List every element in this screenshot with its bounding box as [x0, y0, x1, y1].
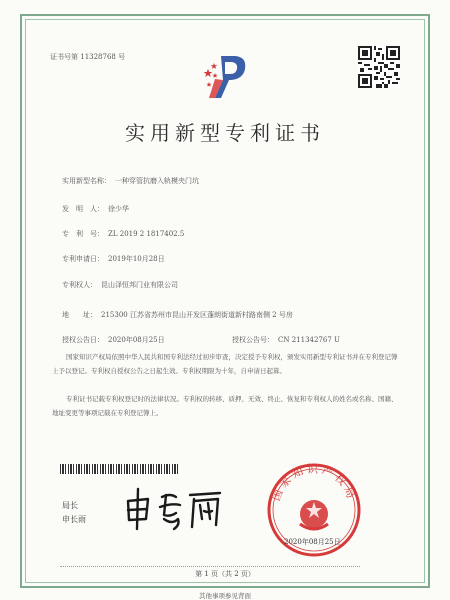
grant-number-row	[232, 335, 340, 345]
filing-date-row	[62, 254, 165, 264]
certificate-title: 实用新型专利证书	[125, 121, 325, 145]
field-value: ZL 2019 2 1817402.5	[108, 230, 185, 238]
field-label: 地 址：	[62, 311, 97, 319]
certificate-number	[50, 52, 125, 62]
field-label: 专利权人：	[62, 281, 97, 289]
cert-number-label: 证书号第	[50, 53, 78, 61]
director-title: 局长	[62, 501, 78, 510]
cert-number-suffix: 号	[118, 53, 126, 61]
field-label: 专 利 号：	[62, 230, 104, 238]
body-paragraph-1: 国家知识产权局依照中华人民共和国专利法经过初步审查，决定授予专利权，颁发实用新型专利证书并在专利登记簿上予以登记。专利权自授权公告之日起生效。专利权期限为十年，自申请日起算。	[52, 353, 398, 375]
patentee-row	[62, 280, 178, 290]
director-name: 申长雨	[62, 515, 86, 524]
utility-model-name-row	[62, 176, 199, 186]
body-paragraph-2: 专利证书记载专利权登记时的法律状况。专利权的转移、质押、无效、终止、恢复和专利权人的姓名或名称、国籍、地址变更等事项记载在专利登记簿上。	[52, 395, 398, 417]
svg-text:国家知识产权局	[269, 463, 358, 503]
inventor-row	[62, 204, 129, 214]
field-value: 昆山泽恒邦门业有限公司	[101, 281, 178, 289]
field-value: 2020年08月25日	[108, 336, 165, 344]
footer-divider	[60, 566, 360, 567]
field-value: 2019年10月28日	[108, 255, 165, 263]
handwritten-signature	[120, 485, 230, 535]
field-value: 一种穿管抗磨入轨模夹门坑	[115, 177, 199, 185]
patent-office-logo	[201, 51, 251, 101]
address-row	[62, 310, 293, 320]
bottom-note: 其他事项参见背面	[199, 592, 251, 600]
qr-code-icon	[358, 46, 400, 88]
seal-date: 2020年08月25日	[284, 538, 341, 546]
field-label: 实用新型名称：	[62, 177, 111, 185]
barcode-icon	[60, 464, 178, 474]
field-label: 专利申请日：	[62, 255, 104, 263]
field-value: CN 211342767 U	[278, 336, 340, 344]
cert-number-value: 11328768	[80, 53, 116, 61]
patent-number-row	[62, 229, 184, 239]
field-label: 授权公告号：	[232, 336, 274, 344]
field-value: 徐少华	[108, 205, 129, 213]
page-info: 第 1 页（共 2 页）	[195, 570, 255, 578]
field-value: 215300 江苏省苏州市昆山开发区蓬朗街道新村路南侧 2 号房	[101, 311, 293, 319]
grant-date-row	[62, 335, 165, 345]
seal-text: 国家知识产权局	[269, 462, 359, 503]
field-label: 授权公告日：	[62, 336, 104, 344]
field-label: 发 明 人：	[62, 205, 104, 213]
